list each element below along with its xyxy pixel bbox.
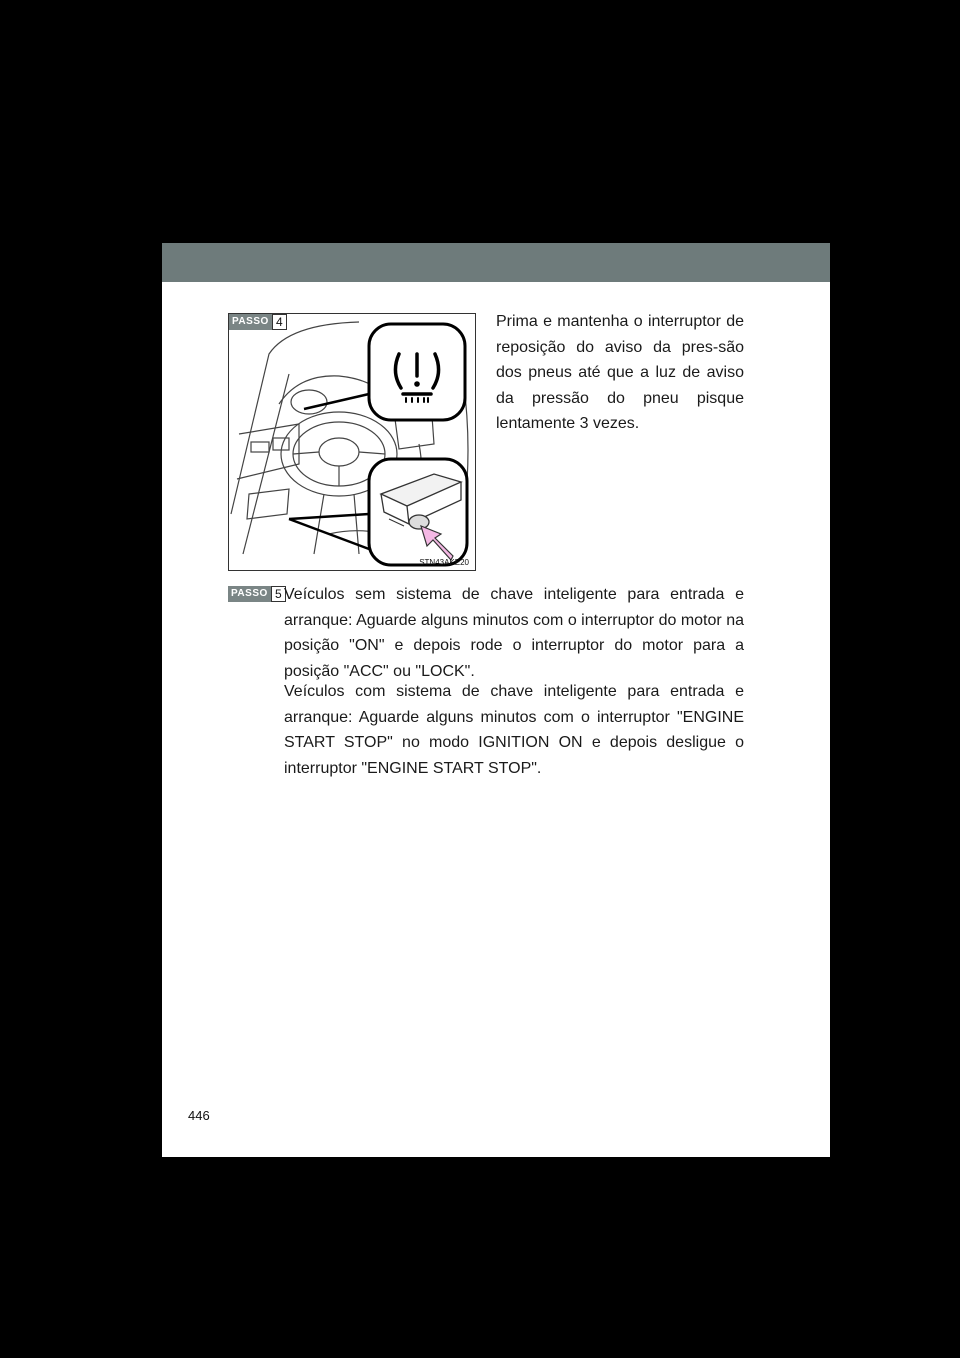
- header-bar: [162, 243, 830, 282]
- figure-code: STN43AKE20: [419, 558, 469, 567]
- step4-instruction: Prima e mantenha o interruptor de reposição do aviso da pres-são dos pneus até que a luz de aviso da pressão do pneu pisque lentamente 3 vezes.: [496, 313, 744, 432]
- manual-page: [162, 243, 830, 1157]
- step-badge-number: 5: [271, 586, 286, 602]
- dashboard-illustration: [228, 313, 476, 571]
- step-badge-number: 4: [272, 314, 287, 330]
- step-badge-word: PASSO: [229, 314, 272, 330]
- step-badge-word: PASSO: [228, 586, 271, 602]
- reset-switch-callout: [369, 459, 467, 565]
- step5-paragraph-smart-key: Veículos com sistema de chave inteligente para entrada e arranque: Aguarde alguns minutos com o interruptor "ENGINE START STOP" no modo IGNITION ON e depois desligue o interruptor "ENGINE START STOP".: [284, 683, 744, 777]
- step-badge-5: [228, 586, 286, 602]
- step5-paragraph-no-smart-key: Veículos sem sistema de chave inteligente para entrada e arranque: Aguarde alguns minutos com o interruptor do motor na posição "ON" e depois rode o interruptor do motor para a posição "ACC" ou "LOCK".: [284, 586, 744, 680]
- dashboard-drawing: [229, 314, 476, 571]
- page-number: 446: [188, 1108, 210, 1123]
- step-badge-4: [229, 314, 287, 330]
- warning-light-callout: [369, 324, 465, 420]
